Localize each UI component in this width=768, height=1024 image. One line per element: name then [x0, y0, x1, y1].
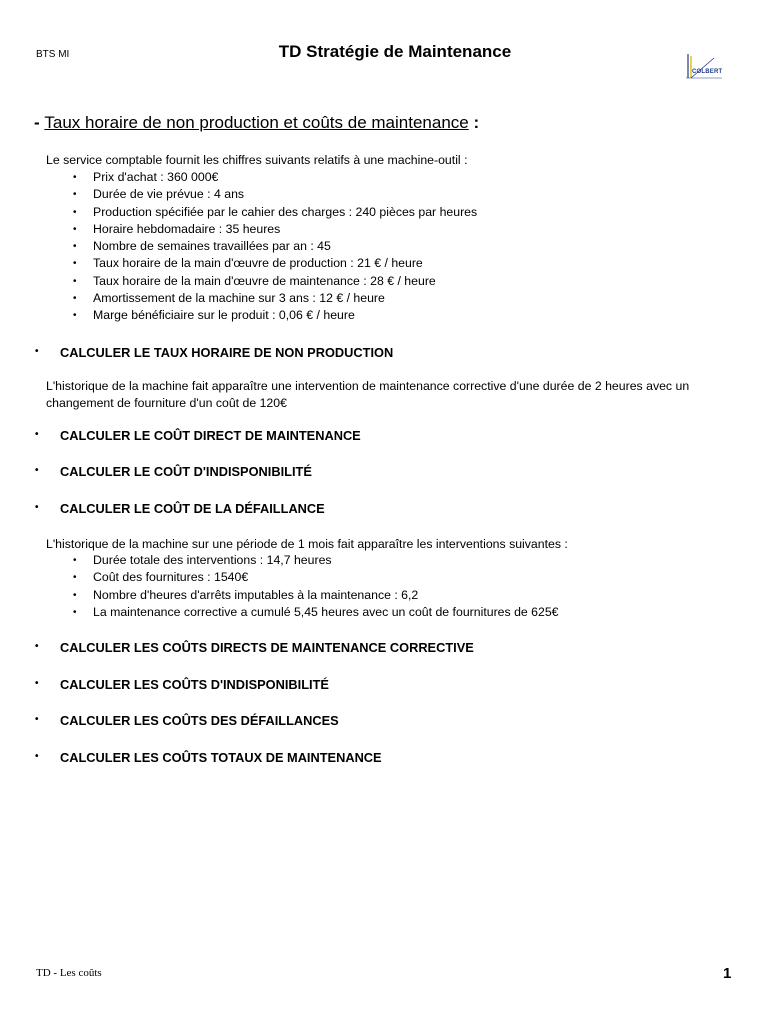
bullet-icon: •	[73, 189, 77, 201]
section-title-suffix: :	[468, 113, 480, 132]
list-item: • Coût des fournitures : 1540€	[0, 569, 559, 586]
list-item: • Amortissement de la machine sur 3 ans : 12 € / heure	[0, 290, 477, 307]
bullet-icon: •	[73, 223, 77, 235]
logo-text: COLBERT	[692, 69, 723, 75]
list-item: • La maintenance corrective a cumulé 5,45 heures avec un coût de fournitures de 625€	[0, 604, 559, 621]
interventions-list	[0, 552, 559, 621]
bullet-icon: •	[73, 258, 77, 270]
intro-paragraph-2: L'historique de la machine fait apparaître une intervention de maintenance corrective d'une durée de 2 heures avec un changement de fourniture d'un coût de 120€	[46, 379, 690, 410]
list-item: • Prix d'achat : 360 000€	[0, 169, 477, 186]
intro-paragraph-1: Le service comptable fournit les chiffres suivants relatifs à une machine-outil :	[46, 153, 468, 167]
document-page: BTS MI TD Stratégie de Maintenance COLBERT - Taux horaire de non production et coûts de maintenance : Le service comptable fournit les chiffres suivants relatifs à une machine-outil : • Prix d'achat : 360 000€ • Durée de vie prévue : 4 ans • Production spécifiée par le cahier des charges : 240 pièces par heures • Horaire hebdomadaire : 35 heures • Nombre de semaines travaillées par an : 45 • Taux horaire de la main d'œuvre de production : 21 € / heure • Taux horaire de la main d'œuvre de maintenance : 28 € / heure • Amortissement de la machine sur 3 ans : 12 € / heure • Marge bénéficiaire sur le produit : 0,06 € / heure • CALCULER LE TAUX HORAIRE DE NON PRODUCTION L'historique de la machine fait apparaître une intervention de maintenance corrective d'une durée de 2 heures avec un changement de fourniture d'un coût de 120€ • CALCULER LE COÛT DIRECT DE MAINTENANCE • CALCULER LE COÛT D'INDISPONIBILITÉ • CALCULER LE COÛT DE LA DÉFAILLANCE L'historique de la machine sur une période de 1 mois fait apparaître les interventions suivantes : • Durée totale des interventions : 14,7 heures • Coût des fournitures : 1540€ • Nombre d'heures d'arrêts imputables à la maintenance : 6,2 • La maintenance corrective a cumulé 5,45 heures avec un coût de fournitures de 625€ • CALCULER LES COÛTS DIRECTS DE MAINTENANCE CORRECTIVE • CALCULER LES COÛTS D'INDISPONIBILITÉ • CALCULER LES COÛTS DES DÉFAILLANCES • CALCULER LES COÛTS TOTAUX DE MAINTENANCE TD - Les coûts 1	[0, 0, 768, 1024]
school-logo	[678, 52, 728, 82]
bullet-icon: •	[35, 641, 39, 652]
machine-data-list	[0, 169, 477, 325]
list-item: • Durée totale des interventions : 14,7 heures	[0, 552, 559, 569]
bullet-icon: •	[73, 172, 77, 183]
list-item: • Nombre d'heures d'arrêts imputables à la maintenance : 6,2	[0, 587, 559, 604]
bullet-icon: •	[35, 502, 39, 513]
bullet-icon: •	[73, 206, 77, 218]
bullet-icon: •	[73, 555, 77, 566]
list-item: • Nombre de semaines travaillées par an : 45	[0, 238, 477, 255]
bullet-icon: •	[35, 465, 39, 476]
bullet-icon: •	[35, 714, 39, 725]
list-item: • Taux horaire de la main d'œuvre de maintenance : 28 € / heure	[0, 273, 477, 290]
list-item: • Production spécifiée par le cahier des charges : 240 pièces par heures	[0, 204, 477, 221]
bullet-icon: •	[73, 310, 77, 322]
footer-label: TD - Les coûts	[36, 967, 102, 979]
bullet-icon: •	[35, 346, 39, 357]
header-class-label: BTS MI	[36, 49, 70, 60]
bullet-icon: •	[35, 429, 39, 440]
bullet-icon: •	[73, 241, 77, 253]
section-title-prefix: -	[34, 113, 45, 132]
bullet-icon: •	[73, 275, 77, 287]
bullet-icon: •	[35, 678, 39, 689]
bullet-icon: •	[73, 293, 77, 305]
page-number: 1	[723, 965, 732, 982]
bullet-icon: •	[73, 572, 77, 584]
list-item: • Taux horaire de la main d'œuvre de production : 21 € / heure	[0, 255, 477, 272]
list-item: • Durée de vie prévue : 4 ans	[0, 186, 477, 203]
intro-paragraph-3: L'historique de la machine sur une période de 1 mois fait apparaître les interventions suivantes :	[46, 537, 568, 551]
list-item: • Marge bénéficiaire sur le produit : 0,06 € / heure	[0, 307, 477, 324]
bullet-icon: •	[35, 751, 39, 762]
logo-graphic-icon	[678, 52, 728, 82]
list-item: • Horaire hebdomadaire : 35 heures	[0, 221, 477, 238]
bullet-icon: •	[73, 606, 77, 618]
document-title: TD Stratégie de Maintenance	[278, 42, 512, 61]
bullet-icon: •	[73, 589, 77, 601]
section-title-text: Taux horaire de non production et coûts de maintenance	[44, 113, 469, 132]
section-title	[34, 113, 479, 133]
